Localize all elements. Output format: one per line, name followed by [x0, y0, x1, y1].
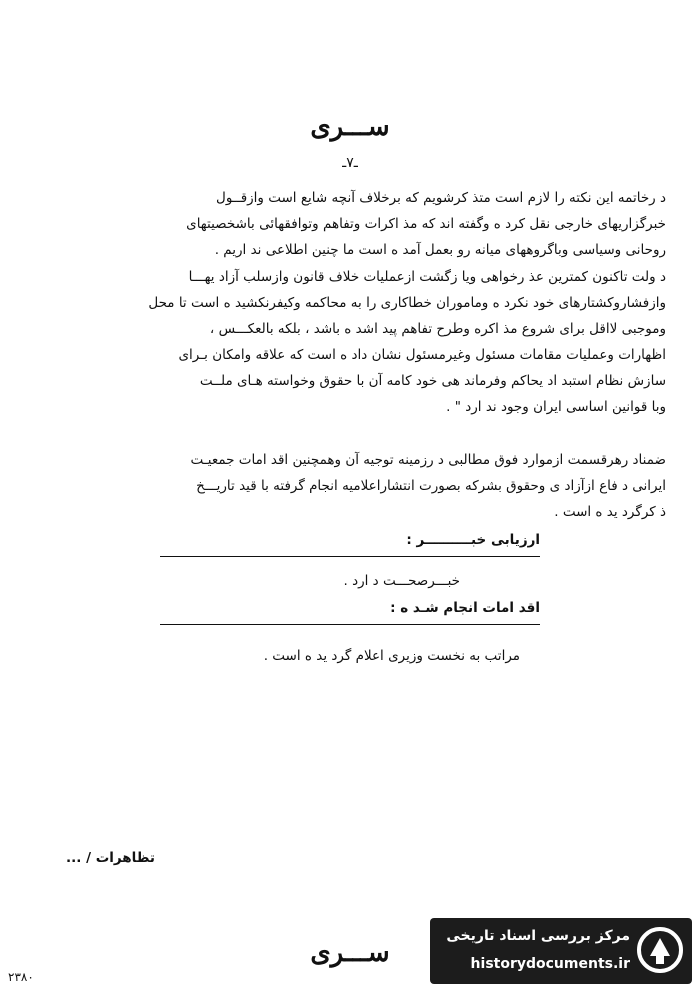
text-line: روحانی وسیاسی وباگروههای میانه رو بعمل آمد ه است ما چنین اطلاعی ند اریم .	[214, 242, 666, 258]
evaluation-label: ارزیابی خبــــــــــر :	[406, 532, 540, 548]
actions-divider	[160, 624, 540, 625]
classification-top: ســـری	[310, 112, 390, 142]
page-number: ـ۷ـ	[342, 155, 358, 171]
watermark-banner	[430, 918, 692, 984]
text-line: وبا قوانین اساسی ایران وجود ند ارد " .	[446, 399, 666, 415]
classification-bottom: ســـری	[310, 938, 390, 968]
text-line: ذ کرگرد ید ه است .	[554, 504, 666, 520]
actions-value: مراتب به نخست وزیری اعلام گرد ید ه است .	[263, 648, 520, 664]
evaluation-value: خبـــرصحـــت د ارد .	[343, 573, 460, 589]
actions-label: اقد امات انجام شـد ه :	[390, 600, 540, 616]
watermark-url: historydocuments.ir	[470, 956, 630, 972]
document-number: ۲۳۸۰	[8, 970, 34, 984]
text-line: خبرگزاریهای خارجی نقل کرد ه وگفته اند که مذ اکرات وتفاهم وتوافقهائی باشخصیتهای	[186, 216, 666, 232]
evaluation-divider	[160, 556, 540, 557]
text-line: ضمناد رهرقسمت ازموارد فوق مطالبی د رزمینه توجیه آن وهمچنین اقد امات جمعیـت	[190, 452, 666, 468]
watermark-name: مرکز بررسی اسناد تاریخی	[446, 928, 630, 944]
text-line: د رخاتمه این نکته را لازم است متذ کرشویم که برخلاف آنچه شایع است وازقــول	[216, 190, 666, 206]
text-line: اظهارات وعملیات مقامات مسئول وغیرمسئول نشان داد ه است که علاقه وامکان بـرای	[178, 347, 666, 363]
distribution-note: تظاهرات / ...	[66, 850, 155, 866]
text-line: د ولت تاکنون کمترین عذ رخواهی ویا زگشت ازعملیات خلاف قانون وازسلب آزاد یهـــا	[188, 269, 666, 285]
text-line: ایرانی د فاع ازآزاد ی وحقوق بشرکه بصورت انتشاراعلامیه انجام گرفته با قید تاریـــخ	[196, 478, 666, 494]
paragraph-1	[30, 185, 666, 263]
paragraph-2	[30, 264, 666, 420]
text-line: سازش نظام استبد اد یحاکم وفرماند هی خود کامه آن با حقوق وخواسته هـای ملــت	[199, 373, 666, 389]
text-line: وازفشاروکشتارهای خود نکرد ه وماموران خطاکاری را به محاکمه وکیفرنکشید ه است تا محل	[148, 295, 666, 311]
paragraph-3	[30, 447, 666, 525]
text-line: وموجبی لااقل برای شروع مذ اکره وطرح تفاهم پید اشد ه باشد ، بلکه بالعکـــس ،	[209, 321, 666, 337]
archive-logo-icon	[636, 926, 684, 974]
